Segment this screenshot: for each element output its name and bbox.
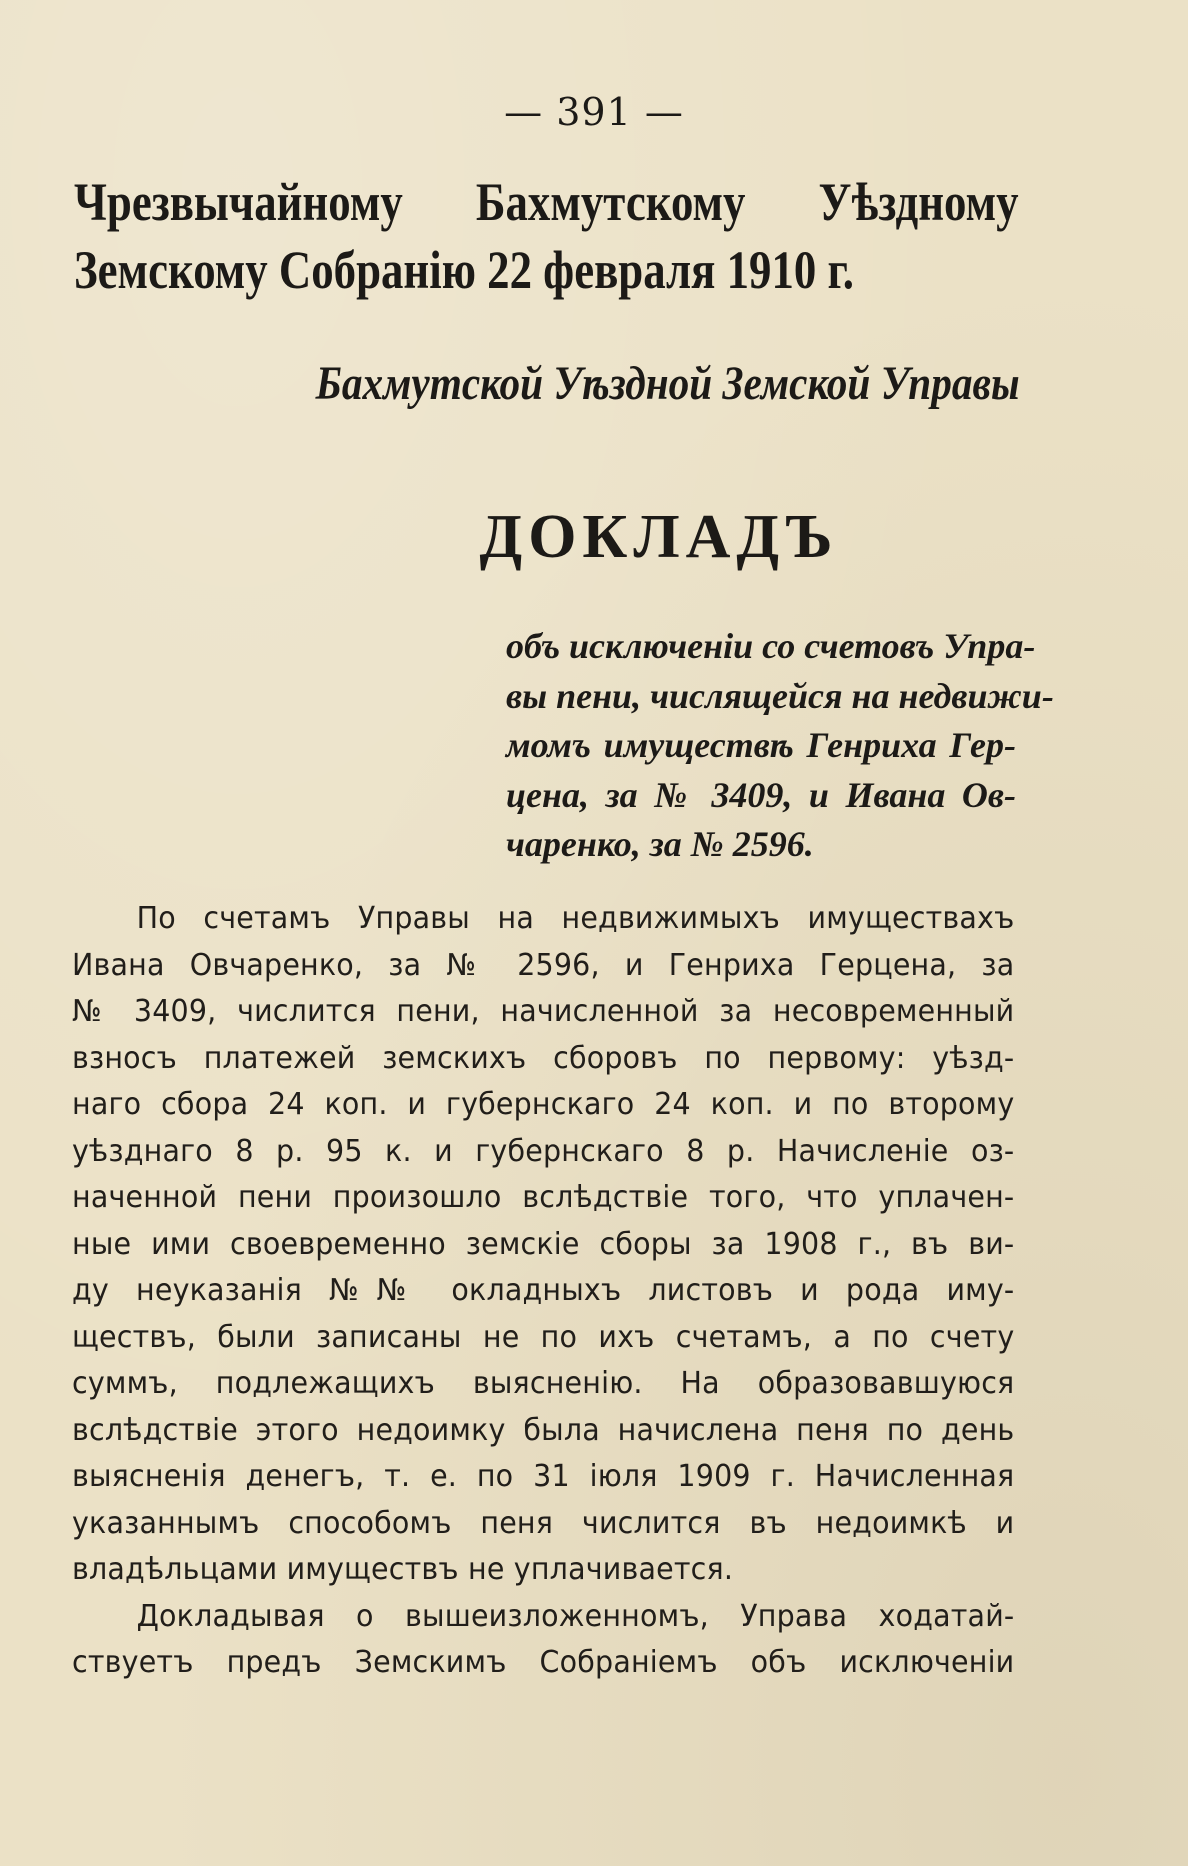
body-line: наго сбора 24 коп. и губернскаго 24 коп. и по второму — [72, 1087, 1015, 1122]
body-line: ду неуказанія №№ окладныхъ листовъ и рода иму- — [72, 1273, 1015, 1308]
report-subject — [506, 622, 1054, 870]
body-line: По счетамъ Управы на недвижимыхъ имуществахъ — [136, 901, 1015, 936]
title-word: Уѣздному — [818, 172, 1019, 232]
body-line: ные ими своевременно земскіе сборы за 1908 г., въ ви- — [72, 1226, 1015, 1262]
body-line: указаннымъ способомъ пеня числится въ недоимкѣ и — [72, 1505, 1015, 1541]
subject-line: вы пени, числящейся на недвижи- — [506, 675, 1054, 716]
subject-line: момъ имуществѣ Генриха Гер- — [506, 725, 1016, 765]
body-line: № 3409, числится пени, начисленной за несовременный — [72, 994, 1015, 1029]
report-heading: ДОКЛАДЪ — [479, 503, 839, 571]
body-line: суммъ, подлежащихъ выясненію. На образовавшуюся — [72, 1366, 1015, 1401]
title-line-1 — [74, 168, 1019, 236]
body-line: ствуетъ предъ Земскимъ Собраніемъ объ исключеніи — [72, 1645, 1015, 1680]
body-line: владѣльцами имуществъ не уплачивается. — [72, 1552, 734, 1587]
title-word: Чрезвычайному — [74, 172, 403, 232]
body-line: вслѣдствіе этого недоимку была начислена пеня по день — [72, 1412, 1015, 1448]
page-number: — 391 — — [504, 90, 684, 134]
document-title — [74, 168, 1019, 304]
body-text — [72, 896, 1014, 1687]
body-line: Докладывая о вышеизложенномъ, Управа ходатай- — [136, 1598, 1015, 1634]
subject-line: чаренко, за № 2596. — [506, 824, 814, 864]
body-line: уѣзднаго 8 р. 95 к. и губернскаго 8 р. Начисленіе оз- — [72, 1133, 1015, 1169]
title-line-2: Земскому Собранію 22 февраля 1910 г. — [74, 240, 854, 300]
body-line: наченной пени произошло вслѣдствіе того, что уплачен- — [72, 1180, 1015, 1215]
body-line: Ивана Овчаренко, за № 2596, и Генриха Герцена, за — [72, 947, 1015, 983]
subject-line: объ исключеніи со счетовъ Упра- — [506, 626, 1036, 666]
body-line: взносъ платежей земскихъ сборовъ по первому: уѣзд- — [72, 1040, 1015, 1076]
body-line: выясненія денегъ, т. е. по 31 іюля 1909 г. Начисленная — [72, 1459, 1015, 1494]
organization-name: Бахмутской Уѣздной Земской Управы — [315, 357, 1020, 410]
body-line: ществъ, были записаны не по ихъ счетамъ, а по счету — [72, 1319, 1015, 1355]
subject-line: цена, за № 3409, и Ивана Ов- — [506, 774, 1016, 815]
title-word: Бахмутскому — [475, 172, 746, 232]
